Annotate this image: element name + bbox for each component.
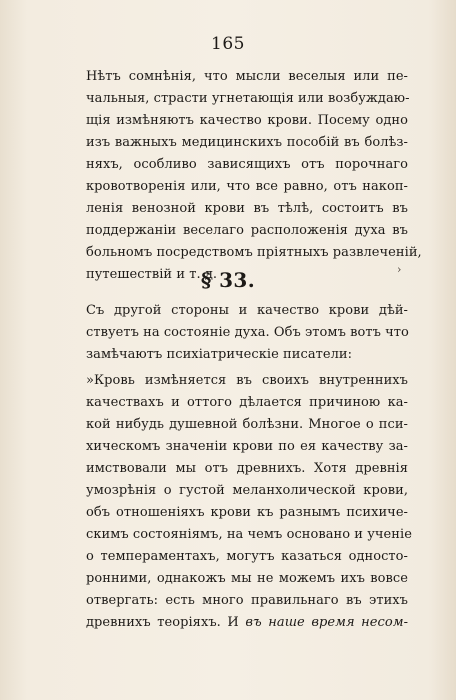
text-line: скимъ состояніямъ, на чемъ основано и ученіе bbox=[86, 527, 412, 542]
text-line: ствуетъ на состояніе духа. Объ этомъ вотъ что bbox=[86, 325, 409, 340]
text-line: чальныя, страсти угнетающія или возбуждаю- bbox=[86, 91, 410, 106]
text-line: качествахъ и оттого дѣлается причиною ка- bbox=[86, 395, 408, 410]
text-line: поддержаніи веселаго расположенія духа въ bbox=[86, 223, 408, 238]
text-line bbox=[86, 612, 408, 634]
page-number: 165 bbox=[211, 34, 245, 54]
text-fragment: древнихъ теоріяхъ. И bbox=[86, 615, 246, 630]
text-line: о темпераментахъ, могутъ казаться односто- bbox=[86, 549, 408, 564]
text-line: кровотворенія или, что все равно, отъ накоп- bbox=[86, 179, 408, 194]
text-line: умозрѣнія о густой меланхолической крови, bbox=[86, 483, 408, 498]
text-line: Нѣтъ сомнѣнія, что мысли веселыя или пе- bbox=[86, 69, 408, 84]
text-line: отвергать: есть много правильнаго въ этихъ bbox=[86, 593, 408, 608]
section-heading: § 33. bbox=[200, 268, 256, 292]
text-line: »Кровь измѣняется въ своихъ внутреннихъ bbox=[86, 373, 408, 388]
text-line: замѣчаютъ психіатрическіе писатели: bbox=[86, 347, 353, 362]
margin-mark: › bbox=[397, 263, 402, 276]
text-line: Съ другой стороны и качество крови дѣй- bbox=[86, 303, 408, 318]
text-line: няхъ, особливо зависящихъ отъ порочнаго bbox=[86, 157, 408, 172]
text-line: щія измѣняютъ качество крови. Посему одно bbox=[86, 113, 408, 128]
text-line: имствовали мы отъ древнихъ. Хотя древнія bbox=[86, 461, 408, 476]
text-line: кой нибудь душевной болѣзни. Многое о пси- bbox=[86, 417, 408, 432]
text-line: хическомъ значеніи крови по ея качеству за- bbox=[86, 439, 408, 454]
text-line: ронними, однакожъ мы не можемъ ихъ вовсе bbox=[86, 571, 408, 586]
paragraph-temperament-health bbox=[86, 66, 422, 286]
text-line: больномъ посредствомъ пріятныхъ развлеченій, bbox=[86, 245, 422, 260]
paragraph-psychiatric-quote bbox=[86, 370, 412, 634]
paragraph-blood-spirit bbox=[86, 300, 408, 366]
text-line: изъ важныхъ медицинскихъ пособій въ болѣз- bbox=[86, 135, 408, 150]
text-line: путешествій и т. д. bbox=[86, 267, 218, 282]
text-line: объ отношеніяхъ крови къ разнымъ психиче- bbox=[86, 505, 408, 520]
italic-text-fragment: въ наше время несом- bbox=[245, 615, 409, 630]
text-line: ленія венозной крови въ тѣлѣ, состоитъ въ bbox=[86, 201, 408, 216]
